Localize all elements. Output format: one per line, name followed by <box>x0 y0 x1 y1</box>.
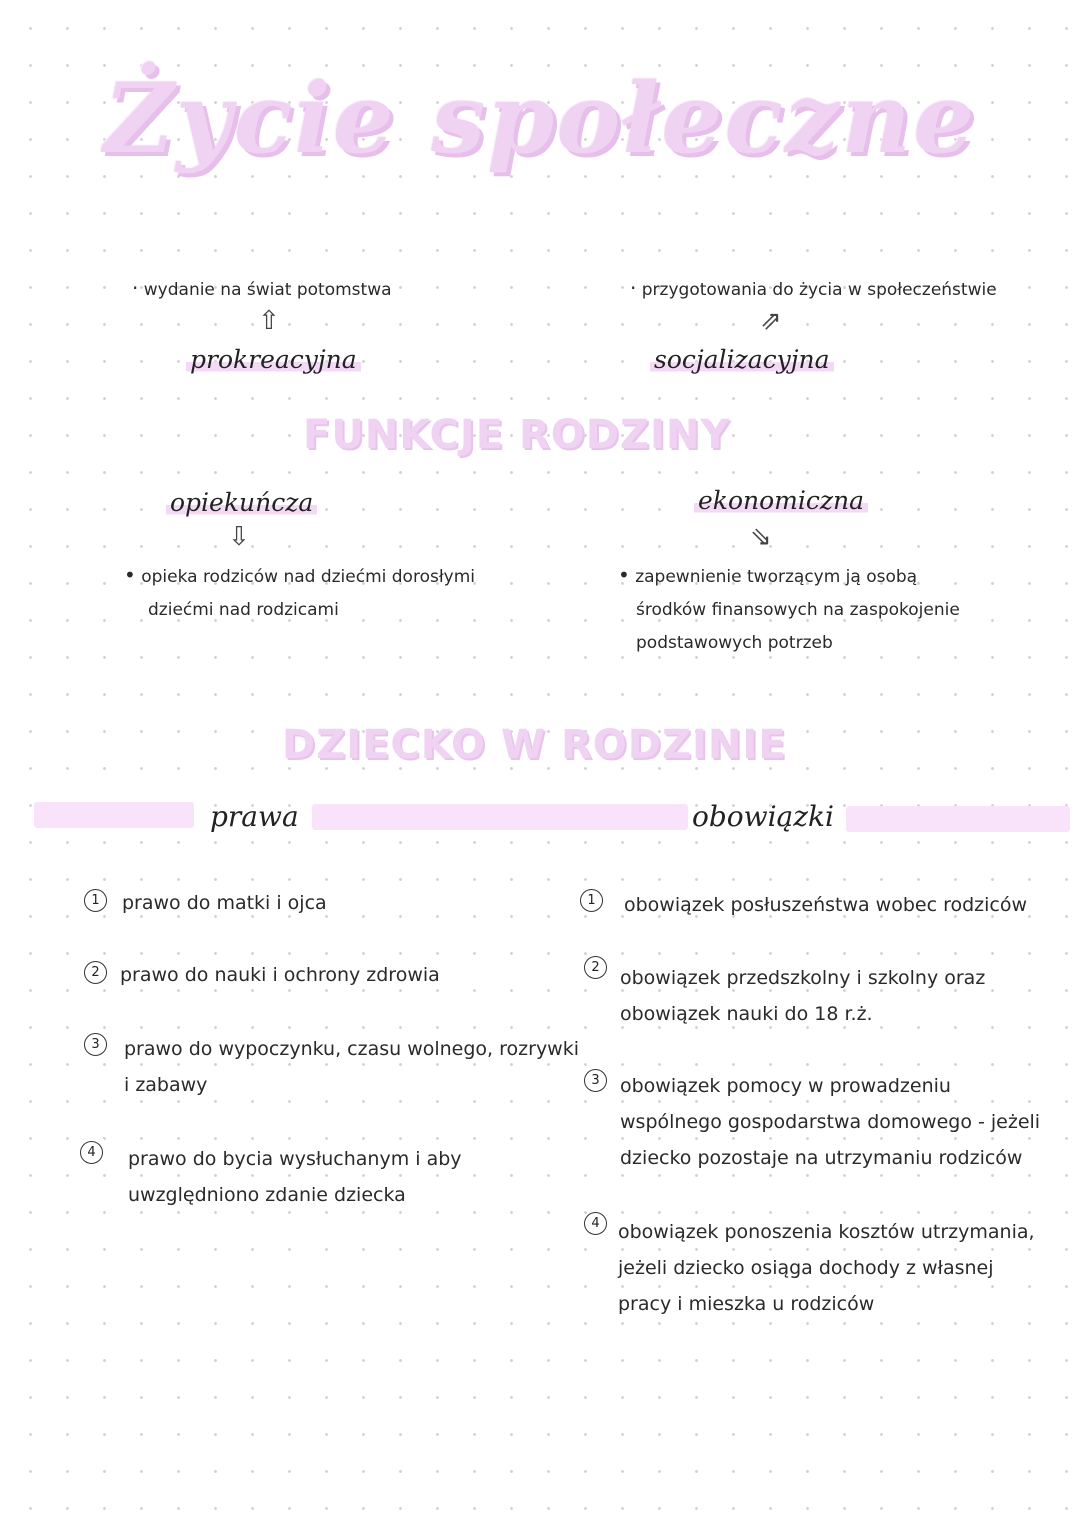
duties-label: obowiązki <box>692 800 834 833</box>
duties-item-2: obowiązek przedszkolny i szkolny oraz obowiązek nauki do 18 r.ż. <box>620 967 986 1025</box>
socjalizacyjna-note: · przygotowania do życia w społeczeństwie <box>630 276 997 300</box>
bullet: • <box>124 563 136 587</box>
header-band-left <box>34 802 194 828</box>
rights-label: prawa <box>210 800 299 833</box>
duties-number-2: 2 <box>584 956 607 979</box>
rights-item-3: prawo do wypoczynku, czasu wolnego, rozrywki i zabawy <box>124 1038 580 1096</box>
ekonomiczna-note: • zapewnienie tworzącym ją osobą środków finansowych na zaspokojenie podstawowych potrzeb <box>618 563 960 653</box>
rights-number-4: 4 <box>80 1141 103 1164</box>
duties-number-4: 4 <box>584 1212 607 1235</box>
header-band-middle <box>312 804 688 830</box>
duties-item-4: obowiązek ponoszenia kosztów utrzymania, jeżeli dziecko osiąga dochody z własnej pracy i mieszka u rodziców <box>618 1221 1035 1315</box>
arrow-down-icon: ⇩ <box>228 522 250 552</box>
bullet: · <box>630 276 637 300</box>
prokreacyjna-note: · wydanie na świat potomstwa <box>132 276 392 300</box>
rights-number-1: 1 <box>84 889 107 912</box>
rights-number-3: 3 <box>84 1033 107 1056</box>
ekonomiczna-label: ekonomiczna <box>694 486 868 515</box>
arrow-up-right-icon: ⇗ <box>760 306 782 336</box>
arrow-down-right-icon: ⇘ <box>750 522 772 552</box>
rights-item-1: prawo do matki i ojca <box>122 892 327 914</box>
duties-item-1: obowiązek posłuszeństwa wobec rodziców <box>624 894 1028 916</box>
opiekuncza-label: opiekuńcza <box>166 488 317 517</box>
rights-number-2: 2 <box>84 961 107 984</box>
bullet: • <box>618 563 630 587</box>
family-functions-heading: FUNKCJE RODZINY <box>303 412 731 458</box>
prokreacyjna-label: prokreacyjna <box>186 345 361 374</box>
opiekuncza-note: • opieka rodziców nad dziećmi dorosłymi dziećmi nad rodzicami <box>124 563 476 620</box>
arrow-up-icon: ⇧ <box>258 306 280 336</box>
page-title: Życie społeczne <box>103 62 977 175</box>
duties-item-3: obowiązek pomocy w prowadzeniu wspólnego gospodarstwa domowego - jeżeli dziecko pozostaje na utrzymaniu rodziców <box>620 1075 1041 1169</box>
rights-item-4: prawo do bycia wysłuchanym i aby uwzględniono zdanie dziecka <box>128 1148 462 1206</box>
duties-number-3: 3 <box>584 1069 607 1092</box>
rights-item-2: prawo do nauki i ochrony zdrowia <box>120 964 440 986</box>
duties-number-1: 1 <box>580 889 603 912</box>
header-band-right <box>846 806 1070 832</box>
bullet: · <box>132 276 139 300</box>
socjalizacyjna-label: socjalizacyjna <box>650 345 834 374</box>
child-family-heading: DZIECKO W RODZINIE <box>282 722 787 768</box>
